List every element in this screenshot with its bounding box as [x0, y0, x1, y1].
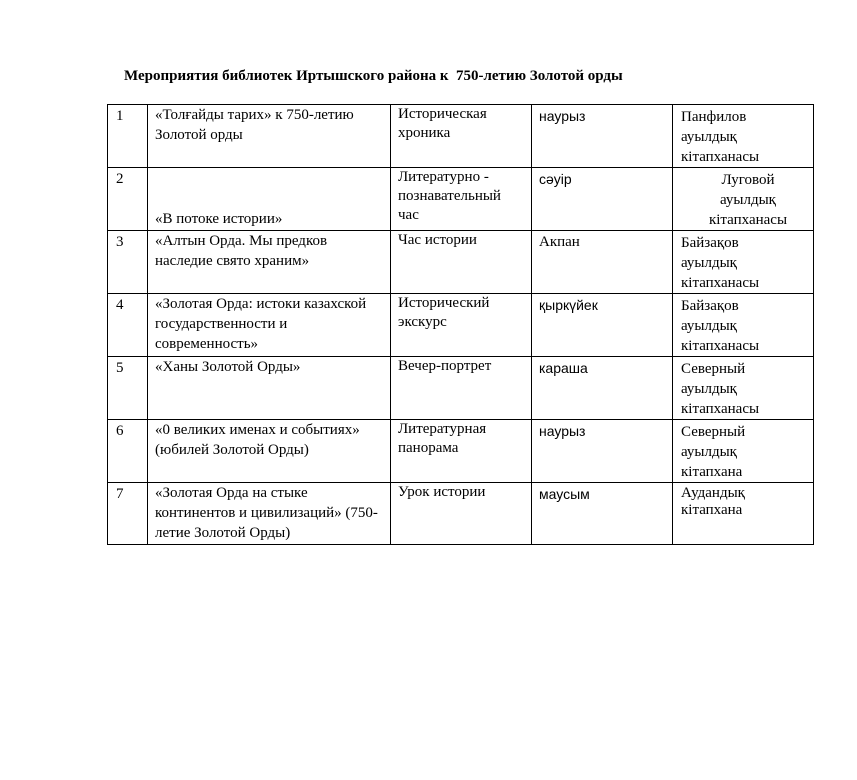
library-name-line: Байзақов — [681, 298, 739, 314]
event-month: маусым — [532, 483, 673, 545]
library-name-line: кітапханасы — [681, 149, 760, 165]
row-number: 4 — [108, 294, 148, 357]
event-title: «Золотая Орда на стыке континентов и цивилизаций» (750- летие Золотой Орды) — [148, 483, 391, 545]
event-format: Вечер-портрет — [391, 357, 532, 420]
event-format: Час истории — [391, 231, 532, 294]
library-name — [673, 483, 814, 545]
library-name — [673, 420, 814, 483]
library-name-line: Северный — [681, 424, 746, 440]
library-name-line: кітапханасы — [681, 275, 760, 291]
events-table — [107, 104, 814, 545]
library-name-line: ауылдық — [681, 381, 737, 397]
library-name-line: Аудандық — [681, 485, 745, 501]
library-name — [673, 105, 814, 168]
table-row — [108, 105, 814, 168]
event-month: наурыз — [532, 420, 673, 483]
event-title: «Ханы Золотой Орды» — [148, 357, 391, 420]
event-title: «Толғайды тарих» к 750-летию Золотой орды — [148, 105, 391, 168]
library-name — [673, 294, 814, 357]
event-title: «0 великих именах и событиях» (юбилей Золотой Орды) — [148, 420, 391, 483]
row-number: 7 — [108, 483, 148, 545]
library-name — [673, 357, 814, 420]
library-name-line: ауылдық — [681, 129, 737, 145]
table-row — [108, 231, 814, 294]
library-name-line: кітапхана — [681, 502, 743, 518]
event-month: Акпан — [532, 231, 673, 294]
event-month: сәуір — [532, 168, 673, 231]
table-row — [108, 168, 814, 231]
row-number: 6 — [108, 420, 148, 483]
event-format: Литературная панорама — [391, 420, 532, 483]
document-title: Мероприятия библиотек Иртышского района к 750-летию Золотой орды — [124, 68, 623, 84]
event-format: Исторический экскурс — [391, 294, 532, 357]
event-format: Историческая хроника — [391, 105, 532, 168]
library-name-line: ауылдық — [720, 192, 776, 208]
library-name-line: Байзақов — [681, 235, 739, 251]
table-row — [108, 357, 814, 420]
event-title: «Золотая Орда: истоки казахской государственности и современность» — [148, 294, 391, 357]
event-title: «В потоке истории» — [148, 168, 391, 231]
event-month: караша — [532, 357, 673, 420]
library-name-line: ауылдық — [681, 318, 737, 334]
library-name-line: ауылдық — [681, 255, 737, 271]
library-name-line: Луговой — [721, 172, 775, 188]
library-name-line: кітапханасы — [708, 212, 788, 228]
event-title: «Алтын Орда. Мы предков наследие свято храним» — [148, 231, 391, 294]
row-number: 1 — [108, 105, 148, 168]
library-name-line: кітапханасы — [681, 338, 760, 354]
event-month: наурыз — [532, 105, 673, 168]
library-name-line: Панфилов — [681, 109, 747, 125]
library-name-line: Северный — [681, 361, 746, 377]
library-name-line: кітапханасы — [681, 401, 760, 417]
table-row — [108, 483, 814, 545]
event-format: Литературно - познавательный час — [391, 168, 532, 231]
row-number: 5 — [108, 357, 148, 420]
row-number: 2 — [108, 168, 148, 231]
row-number: 3 — [108, 231, 148, 294]
event-format: Урок истории — [391, 483, 532, 545]
table-row — [108, 420, 814, 483]
library-name — [673, 168, 814, 231]
library-name-line: ауылдық — [681, 444, 737, 460]
library-name — [673, 231, 814, 294]
table-row — [108, 294, 814, 357]
event-month: қыркүйек — [532, 294, 673, 357]
library-name-line: кітапхана — [681, 464, 743, 480]
